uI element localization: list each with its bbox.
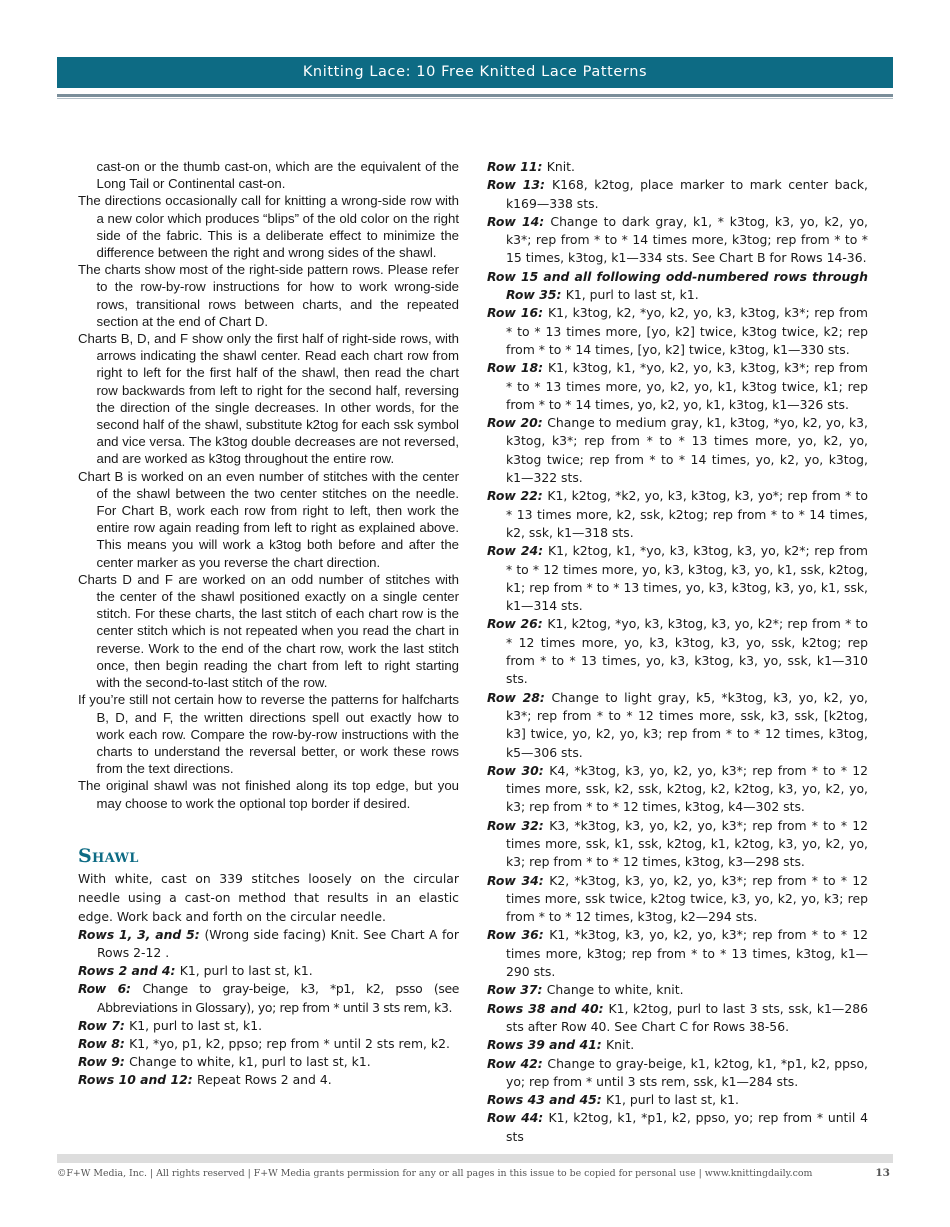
row-text: Change to gray-beige, k1, k2tog, k1, *p1, k2, ppso, yo; rep from * until 3 sts rem, ssk, k1—284 sts. [506, 1055, 868, 1089]
note-paragraph: The charts show most of the right-side pattern rows. Please refer to the row-by-row instructions for how to work wrong-side rows, transitional rows between charts, and the repeated section at the end of Chart D. [78, 262, 459, 329]
row-text: K1, purl to last st, k1. [179, 963, 313, 979]
row-label: Row 42: [487, 1055, 543, 1071]
row-label: Row 16: [487, 305, 544, 321]
row-text: Change to white, k1, purl to last st, k1. [129, 1054, 371, 1070]
row-instruction [487, 487, 868, 542]
row-instruction [78, 980, 459, 1016]
row-instruction [78, 1053, 459, 1071]
row-label: Row 37: [487, 982, 543, 998]
row-instruction [487, 615, 868, 688]
row-instruction [78, 1017, 459, 1035]
row-text: K1, k2tog, *yo, k3, k3tog, k3, yo, k2*; rep from * to * 12 times more, yo, k3, k3tog, k3, yo, ssk, k2tog; rep from * to * 13 times, yo, k3, k3tog, k3, yo, ssk, k1—310 sts. [506, 616, 868, 687]
row-instruction [487, 926, 868, 981]
row-text: Repeat Rows 2 and 4. [197, 1072, 332, 1088]
row-instruction [487, 689, 868, 762]
row-label: Rows 38 and 40: [487, 1000, 604, 1016]
row-label: Row 32: [487, 817, 544, 833]
row-text: K168, k2tog, place marker to mark center back, k169—338 sts. [506, 177, 868, 211]
row-instruction [487, 1000, 868, 1037]
shawl-intro: With white, cast on 339 stitches loosely on the circular needle using a cast-on method that results in an elastic edge. Work back and forth on the circular needle. [78, 870, 459, 924]
row-text: K3, *k3tog, k3, yo, k2, yo, k3*; rep from * to * 12 times more, ssk, k1, ssk, k2tog, k1, k2tog, k3, yo, k2, yo, k3; rep from * to * 12 times, k3tog, k3—298 sts. [506, 817, 868, 870]
note-paragraph: If you’re still not certain how to reverse the patterns for halfcharts B, D, and F, the written directions spell out exactly how to work each row. Compare the row-by-row instructions with the charts to understand the reversal better, or work these rows from the text directions. [78, 692, 459, 777]
row-instruction [487, 542, 868, 615]
row-text: K1, k2tog, purl to last 3 sts, ssk, k1—286 sts after Row 40. See Chart C for Rows 38-56. [506, 1000, 868, 1034]
row-label: Row 14: [487, 213, 545, 229]
row-instruction [487, 268, 868, 305]
section-title-shawl: Shawl [78, 844, 139, 867]
footer-copyright: ©F+W Media, Inc. | All rights reserved | F+W Media grants permission for any or all pages in this issue to be copied for personal use | www.knittingdaily.com [57, 1168, 813, 1179]
row-text: Change to medium gray, k1, k3tog, *yo, k2, yo, k3, k3tog, k3*; rep from * to * 13 times more, yo, k2, yo, k3tog twice; rep from * to * 14 times, yo, k2, yo, k3tog, k1—322 sts. [506, 415, 868, 486]
row-instruction [78, 962, 459, 980]
note-paragraph: Charts D and F are worked on an odd number of stitches with the center of the shawl positioned exactly on a single center stitch. For these charts, the last stitch of each chart row is the center stitch which is not repeated when you read the chart in reverse. Work to the end of the chart row, work the last stitch once, then begin reading the chart from left to right starting with the second-to-last stitch of the row. [78, 571, 459, 691]
row-instruction [78, 1071, 459, 1089]
row-label: Row 36: [487, 927, 544, 943]
row-text: K1, *k3tog, k3, yo, k2, yo, k3*; rep from * to * 12 times more, k3tog; rep from * to * 13 times, k3tog, k1—290 sts. [506, 927, 868, 980]
row-text: K1, purl to last st, k1. [129, 1017, 263, 1033]
row-instruction [487, 158, 868, 176]
footer-bar [57, 1154, 893, 1163]
row-instruction [487, 981, 868, 999]
row-label: Rows 39 and 41: [487, 1037, 602, 1053]
row-label: Row 26: [487, 616, 543, 632]
row-instruction [487, 414, 868, 487]
row-text: (Wrong side facing) Knit. See Chart A for Rows 2-12 . [97, 926, 459, 960]
row-text: K1, *yo, p1, k2, ppso; rep from * until 2 sts rem, k2. [129, 1035, 450, 1051]
row-instruction [487, 213, 868, 268]
row-label: Rows 1, 3, and 5: [78, 926, 200, 942]
row-instruction [487, 304, 868, 359]
row-instruction [78, 926, 459, 962]
row-instruction [487, 176, 868, 213]
note-paragraph: cast-on or the thumb cast-on, which are the equivalent of the Long Tail or Continental cast-on. [96, 159, 459, 192]
row-instruction [487, 1109, 868, 1146]
row-text: K1, k2tog, k1, *yo, k3, k3tog, k3, yo, k2*; rep from * to * 12 times more, yo, k3, k3tog, k3, yo, k1, ssk, k2tog, k1; rep from * to * 13 times, yo, k3, k3tog, k3, yo, k1, ssk, k1—314 sts. [506, 543, 868, 614]
row-text: Change to white, knit. [546, 982, 684, 998]
row-instructions-left [78, 926, 459, 1090]
row-text: Change to light gray, k5, *k3tog, k3, yo, k2, yo, k3*; rep from * to * 12 times more, ssk, k3, ssk, [k2tog, k3] twice, yo, k2, yo, k3; rep from * to * 12 times, k3tog, k5—306 sts. [506, 689, 868, 760]
row-instruction [487, 1036, 868, 1054]
row-label: Row 15 and all following odd-numbered rows through Row 35: [487, 268, 868, 303]
row-text: K1, k3tog, k2, *yo, k2, yo, k3, k3tog, k3*; rep from * to * 13 times more, [yo, k2] twice, k3tog twice, k2; rep from * to * 14 times, [yo, k2] twice, k3tog, k1—330 sts. [506, 305, 868, 357]
row-text: K4, *k3tog, k3, yo, k2, yo, k3*; rep from * to * 12 times more, ssk, k2, ssk, k2tog, k2, k2tog, k3, yo, k2, yo, k3; rep from * to * 12 times, k3tog, k4—302 sts. [506, 762, 868, 815]
row-label: Rows 2 and 4: [78, 963, 176, 979]
header-rule [57, 94, 893, 97]
note-paragraph: The original shawl was not finished along its top edge, but you may choose to work the optional top border if desired. [78, 778, 459, 811]
row-text: Change to dark gray, k1, * k3tog, k3, yo, k2, yo, k3*; rep from * to * 14 times more, k3tog; rep from * to * 15 times, k3tog, k1—334 sts. See Chart B for Rows 14-36. [506, 213, 868, 266]
left-column [78, 158, 459, 1090]
row-text: K1, k2tog, k1, *p1, k2, ppso, yo; rep from * until 4 sts [506, 1110, 868, 1144]
row-instruction [487, 817, 868, 872]
row-label: Row 7: [78, 1017, 125, 1033]
page-number: 13 [875, 1167, 890, 1179]
row-label: Rows 43 and 45: [487, 1092, 602, 1108]
row-label: Row 18: [487, 360, 544, 376]
row-instruction [487, 762, 868, 817]
row-instruction [78, 1035, 459, 1053]
row-label: Row 8: [78, 1035, 125, 1051]
row-label: Row 6: [78, 981, 131, 997]
note-paragraph: Chart B is worked on an even number of stitches with the center of the shawl between the two center stitches on the needle. For Chart B, work each row from right to left, then work the entire row again reading from left to right as explained above. This means you will work a k3tog both before and after the center marker as you reverse the chart direction. [78, 468, 459, 570]
row-label: Row 13: [487, 177, 546, 193]
row-instruction [487, 1091, 868, 1109]
note-paragraph: Charts B, D, and F show only the first half of right-side rows, with arrows indicating the shawl center. Read each chart row from right to left for the first half of the shawl, then read the chart row backwards from left to right for the second half, reversing the direction of the single decreases. In other words, for the second half of the shawl, substitute k2tog for each ssk symbol and vice versa. The k3tog double decreases are not reversed, and are worked as k3tog throughout the entire row. [78, 331, 459, 467]
row-instruction [487, 872, 868, 927]
row-text: Knit. [546, 159, 575, 174]
row-label: Row 30: [487, 762, 544, 778]
row-instruction [487, 359, 868, 414]
page-header: Knitting Lace: 10 Free Knitted Lace Patterns [57, 57, 893, 88]
row-text: K1, purl to last st, k1. [606, 1092, 739, 1108]
right-column [487, 158, 868, 1146]
header-rule-thin [57, 98, 893, 99]
row-label: Row 11: [487, 159, 543, 174]
row-label: Row 44: [487, 1110, 544, 1126]
row-label: Row 34: [487, 872, 544, 888]
row-label: Row 20: [487, 415, 543, 431]
row-text: Change to gray-beige, k3, *p1, k2, psso (see Abbreviations in Glossary), yo; rep from * until 3 sts rem, k3. [97, 981, 459, 1015]
row-label: Row 22: [487, 488, 543, 504]
row-text: K1, k2tog, *k2, yo, k3, k3tog, k3, yo*; rep from * to * 13 times more, k2, ssk, k2tog; rep from * to * 14 times, k2, ssk, k1—318 sts. [506, 488, 868, 540]
row-instruction [487, 1055, 868, 1092]
row-label: Row 28: [487, 689, 545, 705]
note-paragraph: The directions occasionally call for knitting a wrong-side row with a new color which produces “blips” of the old color on the right side of the fabric. This is a deliberate effect to minimize the difference between the right and wrong sides of the shawl. [78, 193, 459, 261]
row-text: K2, *k3tog, k3, yo, k2, yo, k3*; rep from * to * 12 times more, ssk twice, k2tog twice, k3, yo, k2, yo, k3; rep from * to * 12 times, k3tog, k2—294 sts. [506, 872, 868, 925]
row-label: Row 9: [78, 1054, 125, 1070]
row-label: Rows 10 and 12: [78, 1072, 193, 1088]
row-label: Row 24: [487, 543, 544, 559]
row-text: Knit. [606, 1037, 635, 1053]
row-text: K1, k3tog, k1, *yo, k2, yo, k3, k3tog, k3*; rep from * to * 13 times more, yo, k2, yo, k1, k3tog twice, k1; rep from * to * 14 times, yo, k2, yo, k1, k3tog, k1—326 sts. [506, 360, 868, 412]
row-text: K1, purl to last st, k1. [565, 287, 699, 303]
